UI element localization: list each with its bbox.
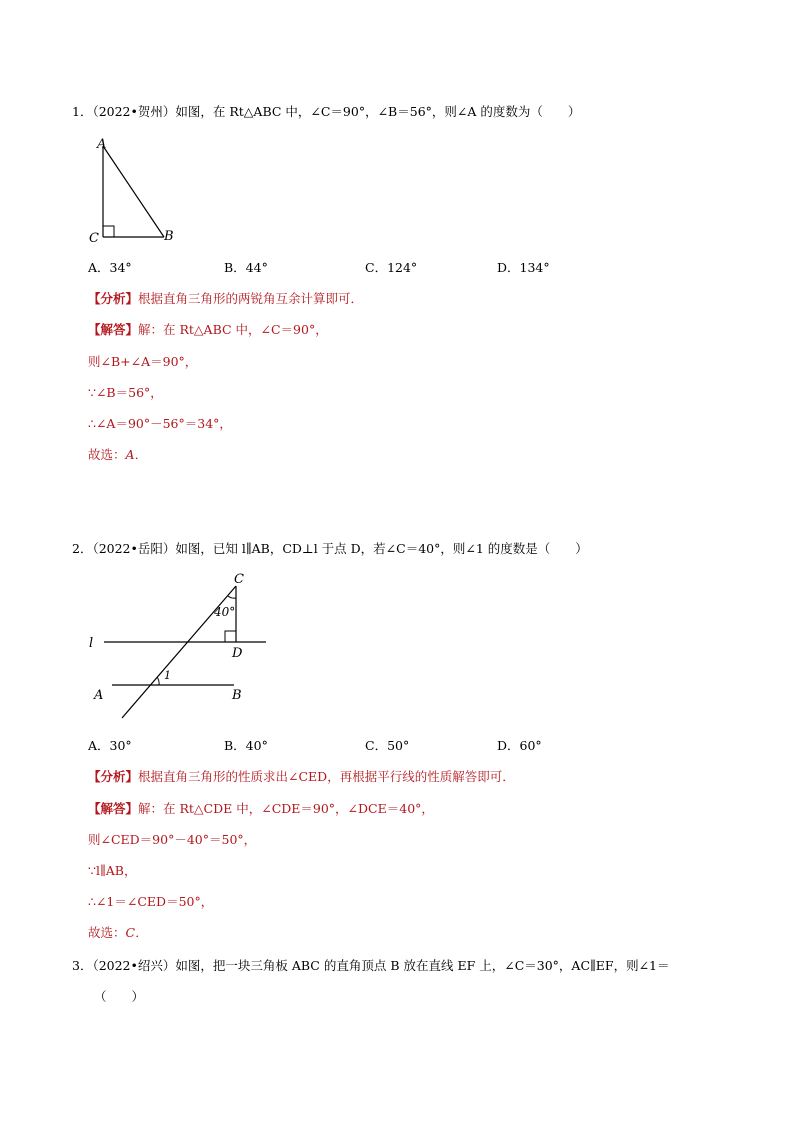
q1-right-angle-mark [103,226,114,237]
q1-label-a: A [97,137,107,152]
q1-answer-line-4: ∴∠A＝90°－56°＝34°， [88,416,232,431]
q1-answer-line-3: ∵∠B＝56°， [88,385,163,400]
q1-option-d: D．134° [497,260,550,275]
q2-option-b: B．40° [224,738,268,753]
q2-option-a: A．30° [88,738,132,753]
q1-analysis: 【分析】根据直角三角形的两锐角互余计算即可． [88,291,364,306]
q2-answer-line-3: ∵l∥AB， [88,863,137,878]
q2-label-a: A [94,688,104,703]
q1-answer-line-2: 则∠B+∠A＝90°， [88,354,198,369]
q2-angle-40-arc [228,596,236,598]
q3-stem: 3．（2022•绍兴）如图，把一块三角板 ABC 的直角顶点 B 放在直线 EF 上，∠C＝30°，AC∥EF，则∠1＝ [72,958,670,973]
q1-side-ab [103,146,164,237]
q2-answer-line-4: ∴∠1＝∠CED＝50°， [88,894,214,909]
q2-angle-1-arc [157,677,159,685]
q2-label-one: 1 [164,669,171,682]
q1-option-b: B．44° [224,260,268,275]
q2-option-c: C．50° [365,738,410,753]
q2-answer-line-1: 【解答】解：在 Rt△CDE 中，∠CDE＝90°，∠DCE＝40°， [88,801,434,816]
q1-option-c: C．124° [365,260,418,275]
q1-answer-line-1: 【解答】解：在 Rt△ABC 中，∠C＝90°， [88,322,328,337]
q2-label-c: C [234,572,244,587]
q2-option-d: D．60° [497,738,542,753]
q2-label-l: l [89,636,94,651]
q1-stem: 1．（2022•贺州）如图，在 Rt△ABC 中，∠C＝90°，∠B＝56°，则∠A 的度数为（ ） [72,104,581,119]
q1-figure [84,132,184,244]
q2-stem: 2．（2022•岳阳）如图，已知 l∥AB，CD⊥l 于点 D，若∠C＝40°，则∠1 的度数是（ ） [72,541,588,556]
q2-answer-line-2: 则∠CED＝90°－40°＝50°， [88,832,257,847]
q2-choice: 故选：C． [88,925,148,940]
q2-figure [84,568,274,724]
q1-choice: 故选：A． [88,447,148,462]
q1-option-a: A．34° [88,260,132,275]
q3-stem-continued: （ ） [94,989,145,1004]
q2-label-b: B [232,688,242,703]
q2-label-angle-40: 40° [214,605,236,619]
q1-label-c: C [89,231,99,244]
q2-label-d: D [232,646,243,661]
q2-right-angle-mark [225,631,236,642]
q2-analysis: 【分析】根据直角三角形的性质求出∠CED，再根据平行线的性质解答即可． [88,769,515,784]
q1-label-b: B [164,229,174,244]
